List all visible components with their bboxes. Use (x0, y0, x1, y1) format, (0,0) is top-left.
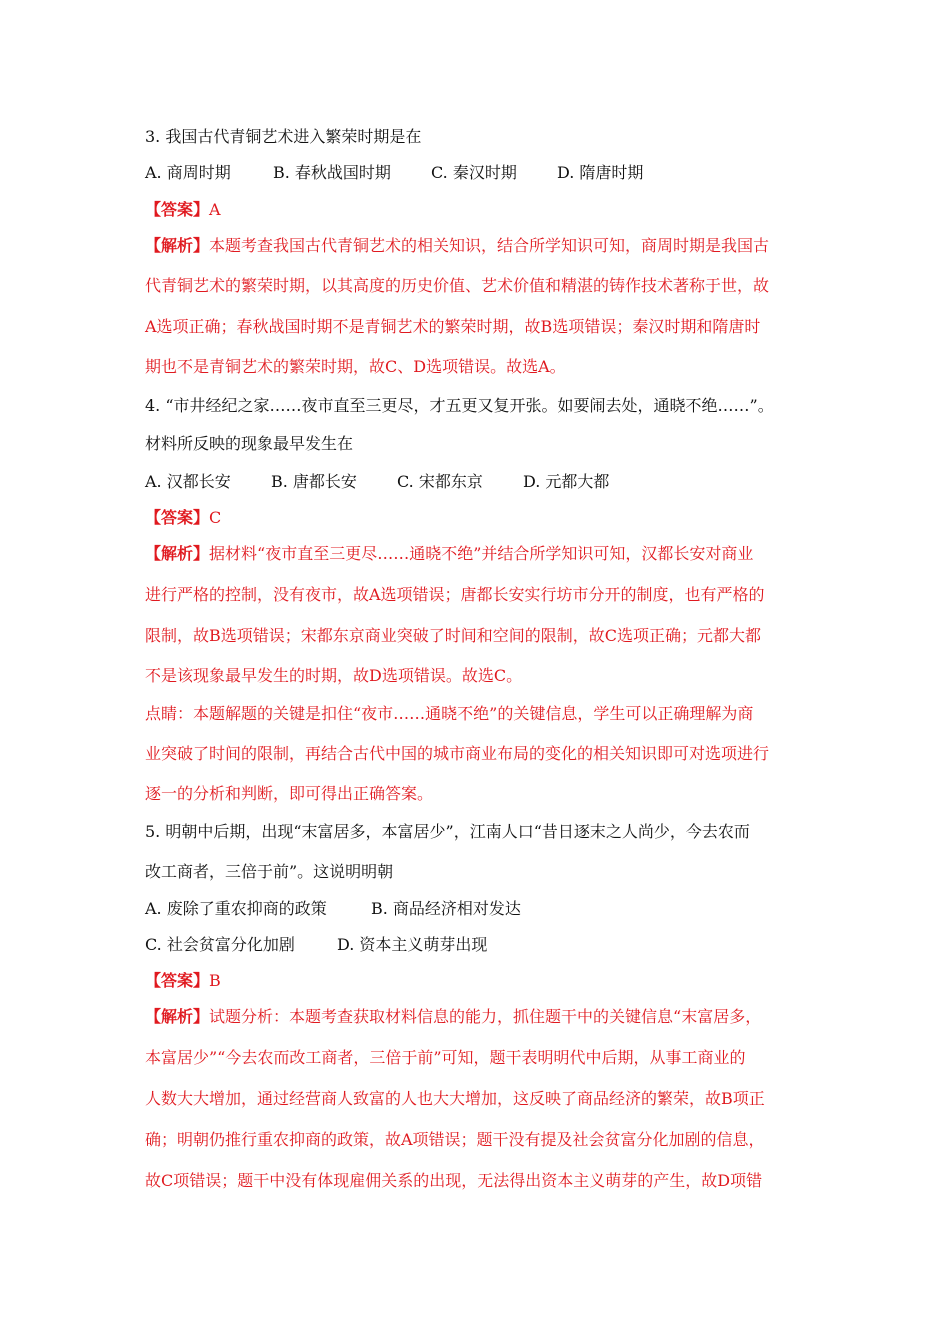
q4-answer (145, 508, 221, 528)
q5-option-a: A. 废除了重农抑商的政策 (145, 899, 327, 918)
answer-value: B (209, 971, 221, 990)
q4-options (145, 472, 609, 492)
q5-answer (145, 971, 221, 991)
q5-analysis-line: 确；明朝仍推行重农抑商的政策，故A项错误；题干没有提及社会贫富分化加剧的信息， (145, 1130, 765, 1149)
analysis-text: 本题考查我国古代青铜艺术的相关知识，结合所学知识可知，商周时期是我国古 (209, 236, 770, 255)
answer-label: 【答案】 (145, 508, 210, 527)
q5-analysis-line (145, 1007, 761, 1027)
analysis-text: 据材料“夜市直至三更尽……通晓不绝”并结合所学知识可知，汉都长安对商业 (209, 544, 754, 563)
q5-option-c: C. 社会贫富分化加剧 (145, 935, 295, 954)
analysis-label: 【解析】 (145, 236, 210, 255)
answer-value: A (209, 200, 221, 219)
q5-options-row (145, 935, 487, 955)
q3-option-d: D. 隋唐时期 (557, 163, 644, 182)
q3-option-a: A. 商周时期 (145, 163, 231, 182)
q5-options-row (145, 899, 521, 919)
q4-option-c: C. 宋都东京 (397, 472, 483, 491)
q3-analysis-line: 期也不是青铜艺术的繁荣时期，故C、D选项错误。故选A。 (145, 357, 566, 376)
q5-option-d: D. 资本主义萌芽出现 (337, 935, 488, 954)
q4-option-d: D. 元都大都 (523, 472, 610, 491)
analysis-text: 试题分析：本题考查获取材料信息的能力，抓住题干中的关键信息“末富居多， (209, 1007, 762, 1026)
q5-option-b: B. 商品经济相对发达 (371, 899, 521, 918)
q3-options (145, 163, 643, 183)
answer-label: 【答案】 (145, 971, 210, 990)
q3-option-b: B. 春秋战国时期 (273, 163, 391, 182)
q5-analysis-line: 本富居少”“今去农而改工商者，三倍于前”可知，题干表明明代中后期，从事工商业的 (145, 1048, 746, 1067)
q3-stem: 3. 我国古代青铜艺术进入繁荣时期是在 (145, 127, 422, 146)
q4-option-b: B. 唐都长安 (271, 472, 357, 491)
q3-answer (145, 200, 221, 220)
q4-tip-line: 逐一的分析和判断，即可得出正确答案。 (145, 784, 434, 803)
q4-tip-line: 业突破了时间的限制，再结合古代中国的城市商业布局的变化的相关知识即可对选项进行 (145, 744, 770, 763)
q4-stem-line: 材料所反映的现象最早发生在 (145, 434, 354, 453)
q5-stem-line: 5. 明朝中后期，出现“末富居多，本富居少”，江南人口“昔日逐末之人尚少，今去农而 (145, 822, 750, 841)
q4-tip-line: 点睛：本题解题的关键是扣住“夜市……通晓不绝”的关键信息，学生可以正确理解为商 (145, 704, 754, 723)
analysis-label: 【解析】 (145, 544, 210, 563)
q5-analysis-line: 故C项错误；题干中没有体现雇佣关系的出现，无法得出资本主义萌芽的产生，故D项错 (145, 1171, 763, 1190)
analysis-label: 【解析】 (145, 1007, 210, 1026)
q4-option-a: A. 汉都长安 (145, 472, 231, 491)
q5-stem-line: 改工商者，三倍于前”。这说明明朝 (145, 862, 394, 881)
q5-analysis-line: 人数大大增加，通过经营商人致富的人也大大增加，这反映了商品经济的繁荣，故B项正 (145, 1089, 765, 1108)
q3-analysis-line: A选项正确；春秋战国时期不是青铜艺术的繁荣时期，故B选项错误；秦汉时期和隋唐时 (145, 317, 761, 336)
q3-analysis-line (145, 236, 769, 256)
q3-analysis-line: 代青铜艺术的繁荣时期，以其高度的历史价值、艺术价值和精湛的铸作技术著称于世，故 (145, 276, 770, 295)
answer-value: C (209, 508, 222, 527)
answer-label: 【答案】 (145, 200, 210, 219)
q4-analysis-line: 不是该现象最早发生的时期，故D选项错误。故选C。 (145, 666, 523, 685)
q4-analysis-line (145, 544, 753, 564)
q3-option-c: C. 秦汉时期 (431, 163, 517, 182)
q4-analysis-line: 进行严格的控制，没有夜市，故A选项错误；唐都长安实行坊市分开的制度，也有严格的 (145, 585, 765, 604)
q4-stem-line: 4. “市井经纪之家……夜市直至三更尽，才五更又复开张。如要闹去处，通晓不绝……”。 (145, 396, 774, 415)
q4-analysis-line: 限制，故B选项错误；宋都东京商业突破了时间和空间的限制，故C选项正确；元都大都 (145, 626, 762, 645)
